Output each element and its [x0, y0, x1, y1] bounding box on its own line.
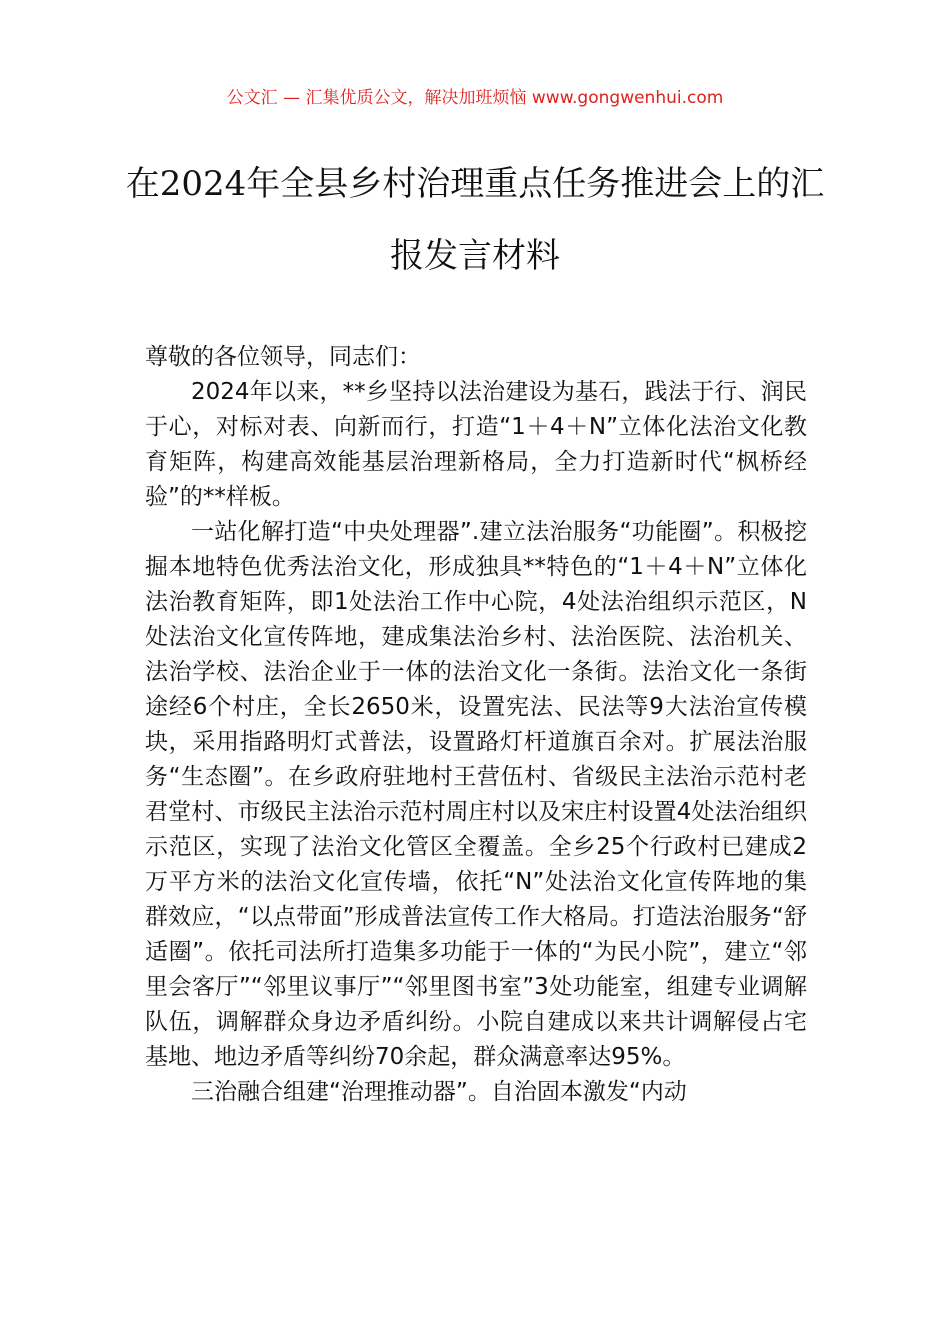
source-header: 公文汇 — 汇集优质公文，解决加班烦恼 www.gongwenhui.com [226, 88, 724, 108]
paragraph-intro: 2024年以来，**乡坚持以法治建设为基石，践法于行、润民于心，对标对表、向新而行，打造“1＋4＋N”立体化法治文化教育矩阵，构建高效能基层治理新格局，全力打造新时代“枫桥经验”的**样板。 [145, 379, 807, 510]
salutation: 尊敬的各位领导，同志们： [145, 344, 421, 370]
document-body [145, 340, 807, 1110]
document-title: 在2024年全县乡村治理重点任务推进会上的汇报发言材料 [125, 164, 825, 276]
paragraph-three-governance: 三治融合组建“治理推动器”。自治固本激发“内动 [191, 1079, 687, 1105]
paragraph-one-stop: 一站化解打造“中央处理器”.建立法治服务“功能圈”。积极挖掘本地特色优秀法治文化，形成独具**特色的“1＋4＋N”立体化法治教育矩阵，即1处法治工作中心院，4处法治组织示范区，N处法治文化宣传阵地，建成集法治乡村、法治医院、法治机关、法治学校、法治企业于一体的法治文化一条街。法治文化一条街途经6个村庄，全长2650米，设置宪法、民法等9大法治宣传模块，采用指路明灯式普法，设置路灯杆道旗百余对。扩展法治服务“生态圈”。在乡政府驻地村王营伍村、省级民主法治示范村老君堂村、市级民主法治示范村周庄村以及宋庄村设置4处法治组织示范区，实现了法治文化管区全覆盖。全乡25个行政村已建成2万平方米的法治文化宣传墙，依托“N”处法治文化宣传阵地的集群效应，“以点带面”形成普法宣传工作大格局。打造法治服务“舒适圈”。依托司法所打造集多功能于一体的“为民小院”，建立“邻里会客厅”“邻里议事厅”“邻里图书室”3处功能室，组建专业调解队伍，调解群众身边矛盾纠纷。小院自建成以来共计调解侵占宅基地、地边矛盾等纠纷70余起，群众满意率达95%。 [145, 519, 807, 1070]
